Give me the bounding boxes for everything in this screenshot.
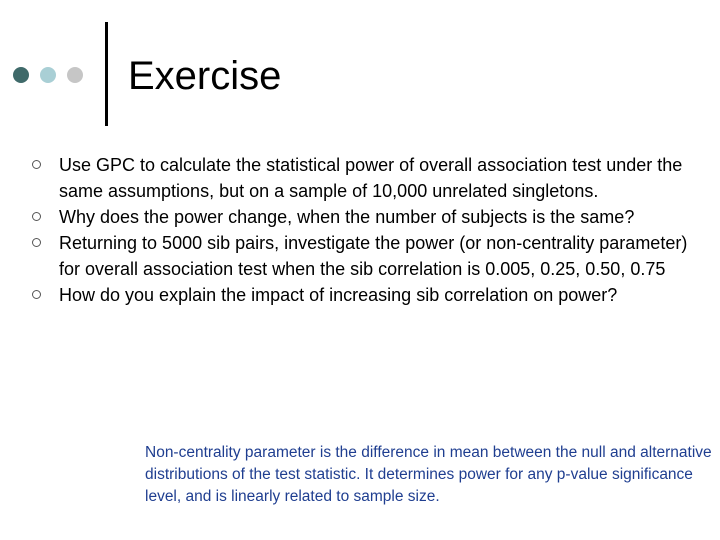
decorative-dot-light-blue	[40, 67, 56, 83]
slide-title: Exercise	[128, 54, 282, 98]
bullet-text: Why does the power change, when the number of subjects is the same?	[59, 207, 635, 227]
bullet-item	[30, 282, 700, 308]
bullet-text: Returning to 5000 sib pairs, investigate the power (or non-centrality parameter) for overall association test when the sib correlation is 0.005, 0.25, 0.50, 0.75	[59, 233, 688, 279]
bullet-item	[30, 152, 700, 204]
bullet-item	[30, 204, 700, 230]
bullet-list	[30, 152, 700, 308]
circle-bullet-icon	[32, 212, 41, 221]
decorative-dot-grey	[67, 67, 83, 83]
decorative-dot-dark	[13, 67, 29, 83]
note-text: Non-centrality parameter is the difference in mean between the null and alternative distributions of the test statistic. It determines power for any p-value significance level, and is linearly related to sample size.	[145, 444, 712, 505]
circle-bullet-icon	[32, 290, 41, 299]
circle-bullet-icon	[32, 160, 41, 169]
title-divider-line	[105, 22, 108, 126]
bullet-item	[30, 230, 700, 282]
bullet-text: How do you explain the impact of increasing sib correlation on power?	[59, 285, 618, 305]
bullet-text: Use GPC to calculate the statistical power of overall association test under the same assumptions, but on a sample of 10,000 unrelated singletons.	[59, 155, 683, 201]
circle-bullet-icon	[32, 238, 41, 247]
